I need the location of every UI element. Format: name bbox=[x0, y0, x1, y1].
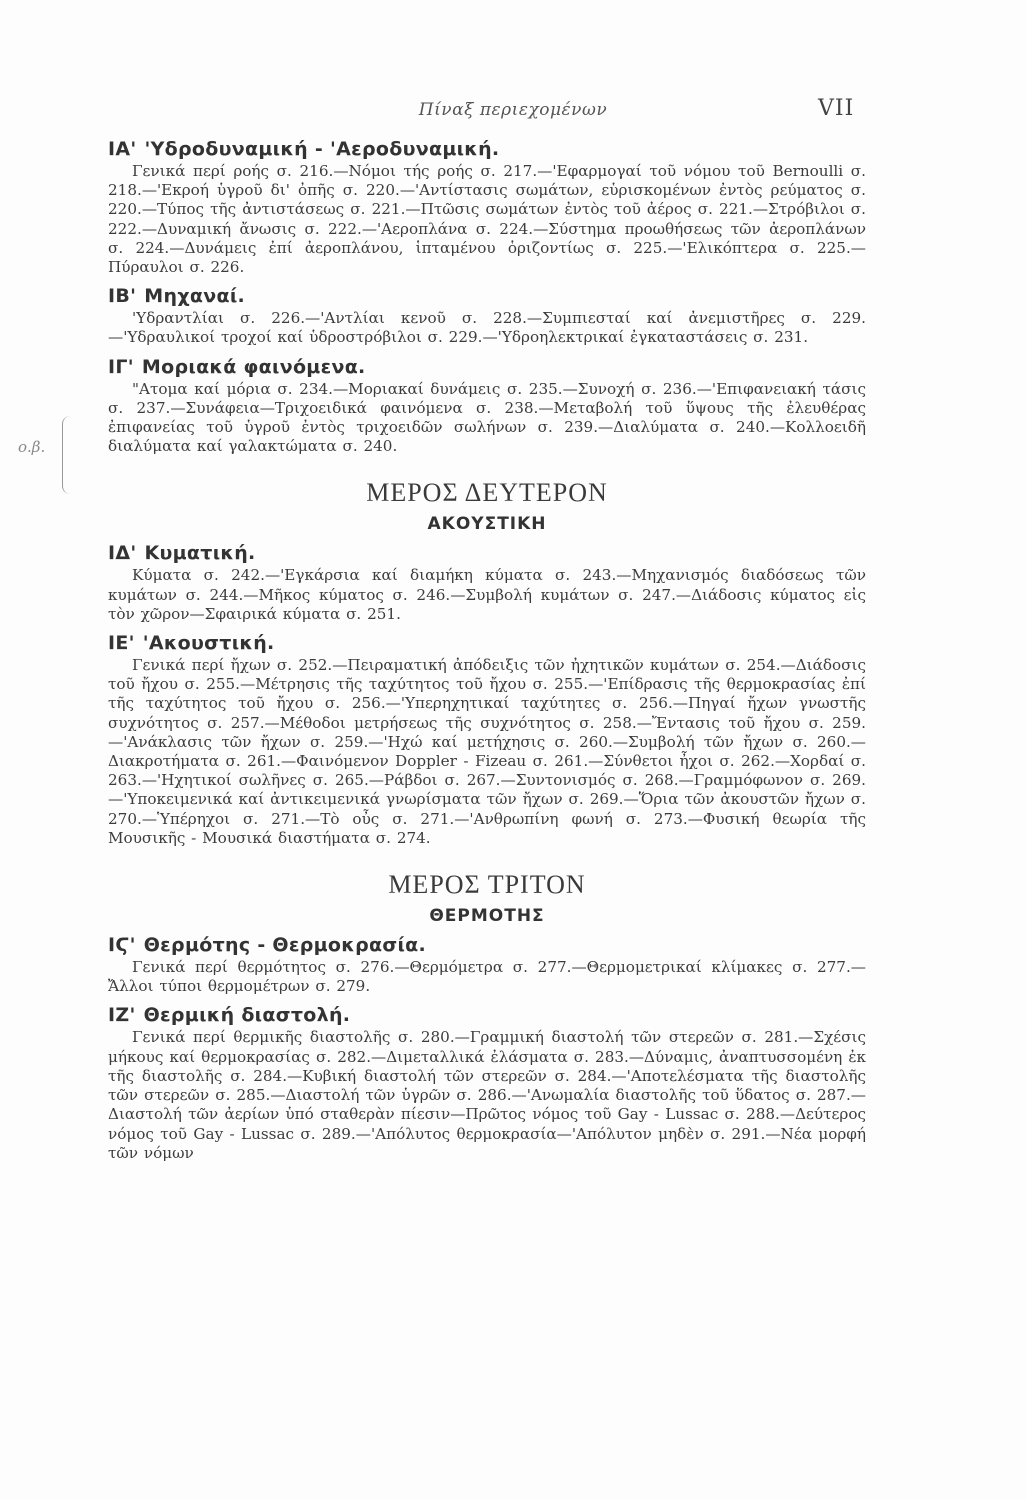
chapter-heading bbox=[108, 138, 866, 160]
chapter-heading bbox=[108, 285, 866, 307]
chapter-number: ΙΒ' bbox=[108, 285, 137, 308]
chapter-contents: "Ατομα καί μόρια σ. 234.—Μοριακαί δυνάμεις σ. 235.—Συνοχή σ. 236.—'Επιφανειακή τάσις σ. 237.—Συνάφεια—Τριχοειδικά φαινόμενα σ. 238.—Μεταβολή τοῦ ὕψους τῆς ἐλευθέρας ἐπιφανείας τοῦ ὑγροῦ ἐντὸς τριχοειδῶν σωλήνων σ. 239.—Διαλύματα σ. 240.—Κολλοειδῆ διαλύματα καί γαλακτώματα σ. 240. bbox=[108, 379, 866, 456]
chapter-number: ΙΓ' bbox=[108, 355, 134, 378]
chapter-contents: Γενικά περί ροής σ. 216.—Νόμοι τής ροής σ. 217.—'Εφαρμογαί τοῦ νόμου τοῦ Bernoulli σ. 218.—'Εκροή ὑγροῦ δι' ὀπῆς σ. 220.—'Αντίστασις σωμάτων, εὑρισκομένων ἐντὸς ρεύματος σ. 220.—Τύπος τῆς ἀντιστάσεως σ. 221.—Πτῶσις σωμάτων ἐντὸς τοῦ ἀέρος σ. 221.—Στρόβιλοι σ. 222.—Δυναμική ἄνωσις σ. 222.—'Αεροπλάνα σ. 224.—Σύστημα προωθήσεως τῶν ἀεροπλάνων σ. 224.—Δυνάμεις ἐπί ἀεροπλάνου, ἱπταμένου ὁριζοντίως σ. 225.—'Ελικόπτερα σ. 225.—Πύραυλοι σ. 226. bbox=[108, 162, 866, 277]
chapter-title: Θερμότης - Θερμοκρασία. bbox=[143, 934, 427, 957]
chapter-title: 'Ακουστική. bbox=[142, 632, 275, 655]
chapter-number: ΙΖ' bbox=[108, 1004, 136, 1027]
part-title: ΜΕΡΟΣ ΤΡΙΤΟΝ bbox=[388, 870, 586, 900]
margin-brace-mark bbox=[62, 416, 77, 494]
chapter-heading bbox=[108, 934, 866, 956]
margin-annotation: ο.β. bbox=[18, 438, 46, 456]
page-number: VII bbox=[818, 96, 855, 121]
running-title: Πίναξ περιεχομένων bbox=[418, 100, 608, 120]
chapter-heading bbox=[108, 356, 866, 378]
chapter-title: Κυματική. bbox=[144, 542, 256, 565]
chapter-contents: Κύματα σ. 242.—'Εγκάρσια καί διαμήκη κύματα σ. 243.—Μηχανισμός διαδόσεως τῶν κυμάτων σ. 244.—Μῆκος κύματος σ. 246.—Συμβολή κυμάτων σ. 247.—Διάδοσις κύματος εἰς τὸν χῶρον—Σφαιρικά κύματα σ. 251. bbox=[108, 566, 866, 623]
chapter-number: ΙΔ' bbox=[108, 542, 137, 565]
table-of-contents bbox=[108, 138, 866, 1171]
chapter-title: Θερμική διαστολή. bbox=[143, 1004, 351, 1027]
chapter-heading bbox=[108, 542, 866, 564]
chapter-number: ΙΕ' bbox=[108, 632, 135, 655]
chapter-heading bbox=[108, 1004, 866, 1026]
chapter-title: 'Υδροδυναμική - 'Αεροδυναμική. bbox=[144, 138, 500, 160]
chapter-number: ΙΑ' bbox=[108, 138, 137, 160]
chapter-title: Μοριακά φαινόμενα. bbox=[141, 355, 366, 378]
chapter-contents: Γενικά περί ἤχων σ. 252.—Πειραματική ἀπόδειξις τῶν ἠχητικῶν κυμάτων σ. 254.—Διάδοσις τοῦ ἤχου σ. 255.—Μέτρησις τῆς ταχύτητος τοῦ ἤχου σ. 255.—'Επίδρασις τῆς θερμοκρασίας ἐπί τῆς ταχύτητος τοῦ ἤχου σ. 256.—'Υπερηχητικαί ταχύτητες σ. 256.—Πηγαί ἤχων γνωστῆς συχνότητος σ. 257.—Μέθοδοι μετρήσεως τῆς συχνότητος σ. 258.—Ἔντασις τοῦ ἤχου σ. 259.—'Ανάκλασις τῶν ἤχων σ. 259.—'Ηχώ καί μετήχησις σ. 260.—Συμβολή τῶν ἤχων σ. 260.—Διακροτήματα σ. 261.—Φαινόμενον Doppler - Fizeau σ. 261.—Σύνθετοι ἦχοι σ. 262.—Χορδαί σ. 263.—'Ηχητικοί σωλῆνες σ. 265.—Ράβδοι σ. 267.—Συντονισμός σ. 268.—Γραμμόφωνον σ. 269.—'Υποκειμενικά καί ἀντικειμενικά γνωρίσματα τῶν ἤχων σ. 269.—Ὅρια τῶν ἀκουστῶν ἤχων σ. 270.—Ὑπέρηχοι σ. 271.—Τὸ οὖς σ. 271.—'Ανθρωπίνη φωνή σ. 273.—Φυσική θεωρία τῆς Μουσικῆς - Μουσικά διαστήματα σ. 274. bbox=[108, 656, 866, 847]
chapter-contents: 'Υδραντλίαι σ. 226.—'Αντλίαι κενοῦ σ. 228.—Συμπιεσταί καί ἀνεμιστῆρες σ. 229.—'Υδραυλικοί τροχοί καί ὑδροστρόβιλοι σ. 229.—'Υδροηλεκτρικαί ἐγκαταστάσεις σ. 231. bbox=[108, 309, 866, 347]
chapter-number: ΙϚ' bbox=[108, 934, 136, 957]
chapter-contents: Γενικά περί θερμότητος σ. 276.—Θερμόμετρα σ. 277.—Θερμομετρικαί κλίμακες σ. 277.—Ἄλλοι τύποι θερμομέτρων σ. 279. bbox=[108, 958, 866, 996]
part-subtitle: ΑΚΟΥΣΤΙΚΗ bbox=[427, 514, 547, 535]
chapter-contents: Γενικά περί θερμικῆς διαστολῆς σ. 280.—Γραμμική διαστολή τῶν στερεῶν σ. 281.—Σχέσις μήκους καί θερμοκρασίας σ. 282.—Διμεταλλικά ἐλάσματα σ. 283.—Δύναμις, ἀναπτυσσομένη ἐκ τῆς διαστολῆς σ. 284.—Κυβική διαστολή τῶν στερεῶν σ. 284.—'Αποτελέσματα τῆς διαστολῆς τῶν στερεῶν σ. 285.—Διαστολή τῶν ὑγρῶν σ. 286.—'Ανωμαλία διαστολῆς τοῦ ὕδατος σ. 287.—Διαστολή τῶν ἀερίων ὑπό σταθερὰν πίεσιν—Πρῶτος νόμος τοῦ Gay - Lussac σ. 288.—Δεύτερος νόμος τοῦ Gay - Lussac σ. 289.—'Απόλυτος θερμοκρασία—'Απόλυτον μηδὲν σ. 291.—Νέα μορφή τῶν νόμων bbox=[108, 1028, 866, 1162]
part-title: ΜΕΡΟΣ ΔΕΥΤΕΡΟΝ bbox=[366, 478, 608, 508]
chapter-title: Μηχαναί. bbox=[144, 285, 246, 308]
chapter-heading bbox=[108, 632, 866, 654]
part-subtitle: ΘΕΡΜΟΤΗΣ bbox=[429, 906, 545, 927]
